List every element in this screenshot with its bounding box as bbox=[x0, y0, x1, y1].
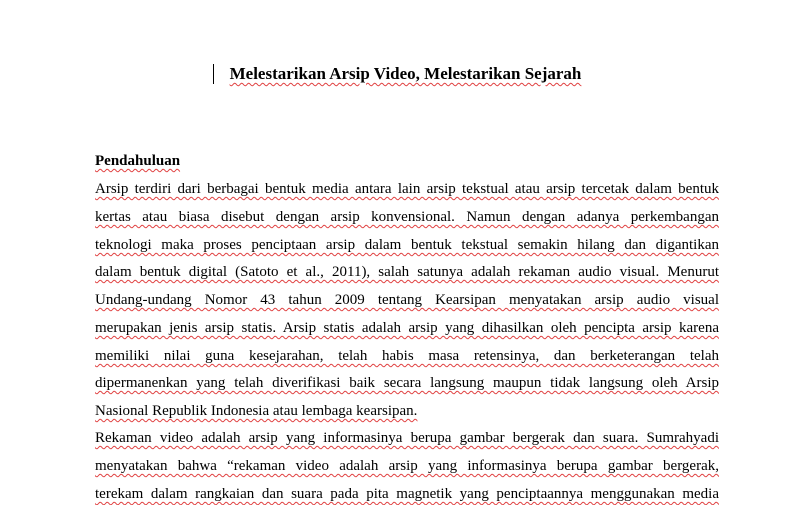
document-title: Melestarikan Arsip Video, Melestarikan Sejarah bbox=[229, 64, 582, 83]
paragraph-line: Nasional Republik Indonesia atau lembaga kearsipan. bbox=[95, 403, 418, 419]
paragraph-line: Rekaman video adalah arsip yang informasinya berupa gambar bergerak dan suara. Sumrahyadi bbox=[95, 430, 719, 446]
paragraph-line: dipermanenkan yang telah diverifikasi baik secara langsung maupun tidak langsung oleh Arsip bbox=[95, 375, 719, 391]
paragraph-line: menyatakan bahwa “rekaman video adalah arsip yang informasinya berupa gambar bergerak, bbox=[95, 458, 719, 474]
paragraph-line: terekam dalam rangkaian dan suara pada pita magnetik yang penciptaannya menggunakan media bbox=[95, 486, 719, 502]
section-heading: Pendahuluan bbox=[95, 153, 181, 169]
paragraph-line: teknologi maka proses penciptaan arsip dalam bentuk tekstual semakin hilang dan digantikan bbox=[95, 237, 719, 253]
paragraph-line: Arsip terdiri dari berbagai bentuk media antara lain arsip tekstual atau arsip tercetak dalam bentuk bbox=[95, 181, 719, 197]
paragraph-line: Undang-undang Nomor 43 tahun 2009 tentang Kearsipan menyatakan arsip audio visual bbox=[95, 292, 719, 308]
paragraph-line: dalam bentuk digital (Satoto et al., 2011), salah satunya adalah rekaman audio visual. Menurut bbox=[95, 264, 719, 280]
paragraph-line: memiliki nilai guna kesejarahan, telah habis masa retensinya, dan berketerangan telah bbox=[95, 348, 719, 364]
paragraph-line: kertas atau biasa disebut dengan arsip konvensional. Namun dengan adanya perkembangan bbox=[95, 209, 719, 225]
paragraph-line: merupakan jenis arsip statis. Arsip statis adalah arsip yang dihasilkan oleh pencipta arsip karena bbox=[95, 320, 719, 336]
